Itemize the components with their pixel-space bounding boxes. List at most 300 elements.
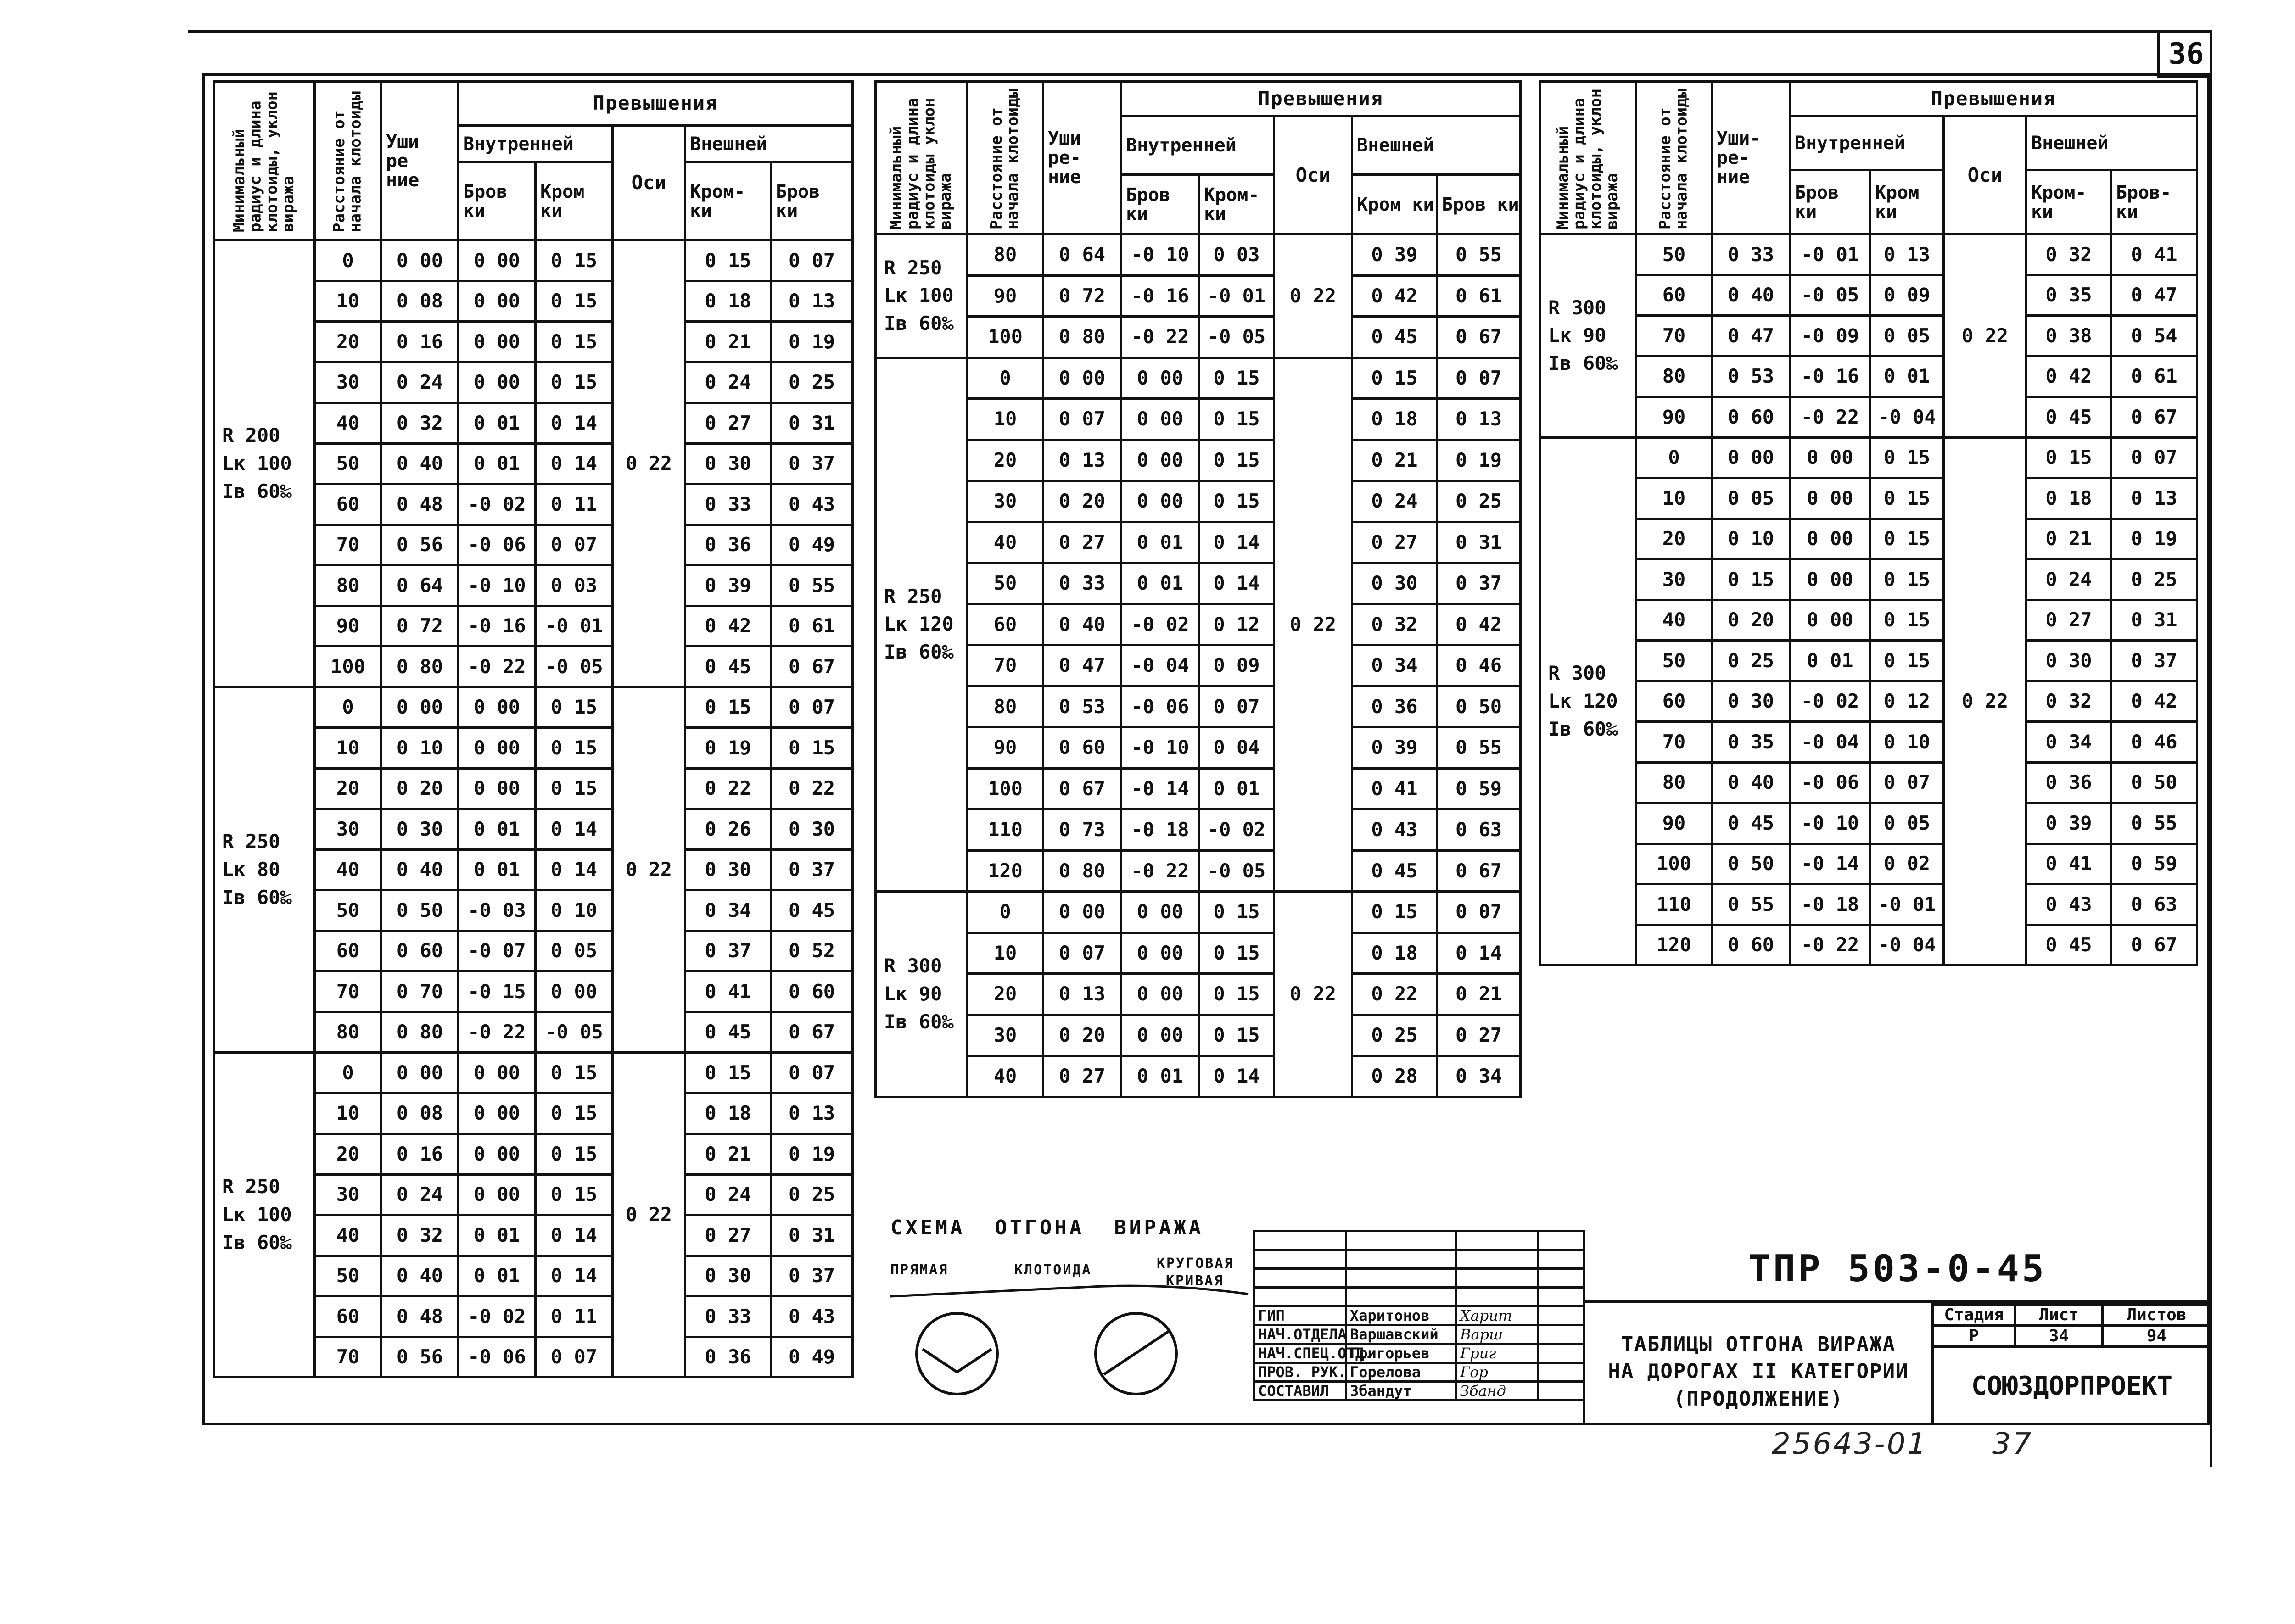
- widening-cell: 0 80: [381, 647, 459, 687]
- header-inner-edge: Бров ки: [459, 162, 536, 240]
- widening-cell: 0 60: [381, 931, 459, 971]
- inner-margin-cell: 0 01: [1199, 768, 1274, 809]
- outer-margin-cell: 0 43: [1352, 809, 1437, 851]
- widening-cell: 0 50: [1712, 843, 1790, 884]
- widening-cell: 0 72: [1043, 275, 1121, 317]
- widening-cell: 0 20: [1043, 1015, 1121, 1056]
- table-row: [876, 932, 1521, 974]
- header-axis: Оси: [613, 126, 685, 240]
- widening-cell: 0 27: [1043, 522, 1121, 563]
- inner-margin-cell: -0 01: [1199, 275, 1274, 317]
- inner-margin-cell: 0 00: [536, 971, 613, 1012]
- sheet-title-line-3: (ПРОДОЛЖЕНИЕ): [1673, 1387, 1844, 1411]
- parameters-cell: R 200 Lк 100 Iв 60‰: [214, 240, 315, 687]
- axis-cell: 0 22: [1274, 234, 1352, 358]
- sheets-label: Листов: [2103, 1305, 2211, 1326]
- outer-margin-cell: 0 15: [685, 687, 771, 728]
- inner-edge-cell: -0 16: [1790, 356, 1870, 397]
- inner-margin-cell: 0 15: [1870, 600, 1944, 641]
- inner-edge-cell: -0 14: [1121, 768, 1199, 809]
- inner-edge-cell: 0 01: [1121, 522, 1199, 563]
- distance-cell: 60: [1636, 681, 1712, 722]
- header-outer-edge: Бров ки: [1437, 175, 1521, 234]
- stamp-date: [1538, 1363, 1584, 1382]
- widening-cell: 0 40: [1712, 275, 1790, 316]
- outer-edge-cell: 0 07: [771, 240, 853, 281]
- parameters-cell: R 300 Lк 120 Iв 60‰: [1540, 437, 1636, 965]
- distance-cell: 60: [315, 484, 381, 525]
- inner-edge-cell: 0 00: [1121, 357, 1199, 399]
- outer-edge-cell: 0 37: [771, 1256, 853, 1296]
- widening-cell: 0 35: [1712, 722, 1790, 763]
- inner-margin-cell: 0 15: [1870, 559, 1944, 600]
- outer-edge-cell: 0 67: [771, 647, 853, 687]
- outer-edge-cell: 0 14: [1437, 932, 1521, 974]
- inner-margin-cell: 0 15: [536, 728, 613, 769]
- widening-cell: 0 15: [1712, 559, 1790, 600]
- handwritten-page: 37: [1992, 1427, 2033, 1461]
- outer-margin-cell: 0 43: [2026, 884, 2111, 925]
- widening-cell: 0 00: [381, 240, 459, 281]
- table-row: [1540, 925, 2197, 965]
- sheet-info: [1931, 1303, 2212, 1348]
- header-outer: Внешней: [2026, 117, 2197, 170]
- distance-cell: 20: [968, 440, 1043, 481]
- distance-cell: 80: [968, 686, 1043, 727]
- inner-margin-cell: 0 05: [1870, 316, 1944, 357]
- outer-margin-cell: 0 30: [2026, 641, 2111, 681]
- outer-margin-cell: 0 15: [1352, 892, 1437, 933]
- widening-cell: 0 30: [1712, 681, 1790, 722]
- outer-edge-cell: 0 13: [771, 1093, 853, 1134]
- table-row: [876, 481, 1521, 522]
- distance-cell: 100: [968, 768, 1043, 809]
- scheme-label-curve-2: КРИВАЯ: [1166, 1273, 1224, 1289]
- sheet-title: [1583, 1303, 1931, 1425]
- widening-cell: 0 60: [1712, 397, 1790, 438]
- distance-cell: 80: [315, 1012, 381, 1053]
- outer-edge-cell: 0 31: [771, 403, 853, 444]
- header-outer-margin: Кром ки: [1352, 175, 1437, 234]
- distance-cell: 30: [1636, 559, 1712, 600]
- distance-cell: 60: [968, 604, 1043, 645]
- stamp-signature: Варш: [1456, 1325, 1538, 1344]
- widening-cell: 0 40: [1712, 762, 1790, 803]
- outer-edge-cell: 0 49: [771, 525, 853, 565]
- widening-cell: 0 10: [381, 728, 459, 769]
- stamp-date: [1538, 1325, 1584, 1344]
- outer-edge-cell: 0 25: [1437, 481, 1521, 522]
- widening-cell: 0 80: [1043, 850, 1121, 892]
- outer-edge-cell: 0 50: [2111, 762, 2197, 803]
- inner-edge-cell: 0 00: [459, 281, 536, 322]
- inner-margin-cell: 0 15: [536, 240, 613, 281]
- outer-edge-cell: 0 31: [771, 1215, 853, 1256]
- header-radius: Минимальный радиус и длина клотоиды, уклон виража: [1540, 82, 1636, 234]
- inner-margin-cell: 0 05: [536, 931, 613, 971]
- widening-cell: 0 70: [381, 971, 459, 1012]
- inner-margin-cell: -0 05: [536, 1012, 613, 1053]
- outer-margin-cell: 0 45: [2026, 397, 2111, 438]
- outer-margin-cell: 0 42: [2026, 356, 2111, 397]
- outer-margin-cell: 0 15: [2026, 437, 2111, 478]
- stamp-role: НАЧ.ОТДЕЛА: [1254, 1325, 1346, 1344]
- inner-edge-cell: -0 06: [1121, 686, 1199, 727]
- distance-cell: 70: [315, 1337, 381, 1378]
- scheme-label-straight: ПРЯМАЯ: [890, 1262, 949, 1278]
- outer-margin-cell: 0 33: [685, 1296, 771, 1337]
- outer-edge-cell: 0 25: [771, 1174, 853, 1215]
- parameters-cell: R 250 Lк 100 Iв 60‰: [214, 1053, 315, 1378]
- table-row: [876, 645, 1521, 686]
- widening-cell: 0 00: [1712, 437, 1790, 478]
- outer-edge-cell: 0 34: [1437, 1056, 1521, 1097]
- inner-edge-cell: -0 03: [459, 890, 536, 931]
- inner-edge-cell: -0 04: [1121, 645, 1199, 686]
- stamp-row: [1254, 1306, 1584, 1325]
- outer-edge-cell: 0 07: [2111, 437, 2197, 478]
- outer-edge-cell: 0 67: [2111, 397, 2197, 438]
- outer-edge-cell: 0 42: [2111, 681, 2197, 722]
- table-row: [1540, 437, 2197, 478]
- widening-cell: 0 00: [381, 1053, 459, 1094]
- stamp-role: НАЧ.СПЕЦ.ОТД.: [1254, 1344, 1346, 1363]
- header-distance: Расстояние от начала клотоиды: [968, 82, 1043, 234]
- header-outer-margin: Кром- ки: [2026, 170, 2111, 234]
- widening-cell: 0 40: [1043, 604, 1121, 645]
- outer-margin-cell: 0 38: [2026, 316, 2111, 357]
- stamp-row: [1254, 1382, 1584, 1401]
- outer-edge-cell: 0 67: [2111, 925, 2197, 965]
- table-row: [1540, 356, 2197, 397]
- outer-margin-cell: 0 15: [685, 240, 771, 281]
- header-outer-edge: Бров- ки: [2111, 170, 2197, 234]
- outer-margin-cell: 0 30: [685, 1256, 771, 1296]
- inner-edge-cell: 0 00: [459, 322, 536, 363]
- outer-edge-cell: 0 19: [1437, 440, 1521, 481]
- outer-edge-cell: 0 13: [1437, 399, 1521, 440]
- widening-cell: 0 48: [381, 484, 459, 525]
- outer-edge-cell: 0 52: [771, 931, 853, 971]
- outer-edge-cell: 0 41: [2111, 234, 2197, 275]
- outer-edge-cell: 0 55: [1437, 234, 1521, 276]
- widening-cell: 0 60: [1043, 727, 1121, 769]
- outer-margin-cell: 0 30: [685, 443, 771, 484]
- outer-edge-cell: 0 50: [1437, 686, 1521, 727]
- header-inner: Внутренней: [1790, 117, 1944, 170]
- widening-cell: 0 73: [1043, 809, 1121, 851]
- widening-cell: 0 24: [381, 1174, 459, 1215]
- outer-edge-cell: 0 37: [771, 849, 853, 890]
- table-1-body: [214, 240, 853, 1378]
- outer-margin-cell: 0 24: [685, 1174, 771, 1215]
- outer-edge-cell: 0 19: [771, 322, 853, 363]
- outer-margin-cell: 0 27: [2026, 600, 2111, 641]
- inner-margin-cell: 0 11: [536, 484, 613, 525]
- header-distance: Расстояние от начала клотоиды: [1636, 82, 1712, 234]
- outer-edge-cell: 0 55: [1437, 727, 1521, 769]
- outer-edge-cell: 0 19: [771, 1134, 853, 1175]
- inner-edge-cell: -0 22: [459, 647, 536, 687]
- inner-edge-cell: 0 00: [459, 240, 536, 281]
- parameters-cell: R 250 Lк 100 Iв 60‰: [876, 234, 968, 358]
- header-widening: Уши- ре- ние: [1712, 82, 1790, 234]
- outer-margin-cell: 0 45: [1352, 850, 1437, 892]
- stamp-signature: Харит: [1456, 1306, 1538, 1325]
- distance-cell: 10: [968, 399, 1043, 440]
- inner-margin-cell: 0 15: [1870, 641, 1944, 681]
- outer-margin-cell: 0 34: [1352, 645, 1437, 686]
- stamp-name: Горелова: [1346, 1363, 1456, 1382]
- outer-edge-cell: 0 31: [2111, 600, 2197, 641]
- inner-margin-cell: 0 15: [1199, 481, 1274, 522]
- inner-edge-cell: 0 00: [1790, 478, 1870, 519]
- inner-edge-cell: -0 15: [459, 971, 536, 1012]
- inner-margin-cell: -0 04: [1870, 925, 1944, 965]
- outer-edge-cell: 0 54: [2111, 316, 2197, 357]
- inner-margin-cell: 0 15: [1199, 399, 1274, 440]
- distance-cell: 0: [968, 892, 1043, 933]
- inner-edge-cell: -0 22: [1790, 397, 1870, 438]
- distance-cell: 50: [968, 563, 1043, 604]
- table-row: [876, 892, 1521, 933]
- outer-margin-cell: 0 41: [2026, 843, 2111, 884]
- inner-margin-cell: 0 14: [1199, 522, 1274, 563]
- outer-edge-cell: 0 63: [1437, 809, 1521, 851]
- inner-edge-cell: -0 04: [1790, 722, 1870, 763]
- inner-margin-cell: 0 15: [536, 687, 613, 728]
- table-row: [1540, 519, 2197, 559]
- inner-margin-cell: 0 15: [536, 768, 613, 809]
- stamp-signature: Гор: [1456, 1363, 1538, 1382]
- distance-cell: 20: [315, 768, 381, 809]
- inner-edge-cell: -0 06: [459, 1337, 536, 1378]
- inner-edge-cell: -0 18: [1790, 884, 1870, 925]
- table-row: [1540, 275, 2197, 316]
- inner-margin-cell: 0 11: [536, 1296, 613, 1337]
- outer-edge-cell: 0 55: [771, 565, 853, 606]
- outer-margin-cell: 0 45: [685, 647, 771, 687]
- widening-cell: 0 24: [381, 362, 459, 403]
- header-exceedances: Превышения: [1121, 82, 1521, 117]
- widening-cell: 0 64: [1043, 234, 1121, 276]
- widening-cell: 0 25: [1712, 641, 1790, 681]
- distance-cell: 10: [315, 281, 381, 322]
- widening-cell: 0 13: [1043, 974, 1121, 1015]
- scheme-title: СХЕМА ОТГОНА ВИРАЖА: [890, 1216, 1204, 1239]
- sheet-label: Лист: [2015, 1305, 2103, 1326]
- inner-margin-cell: 0 12: [1870, 681, 1944, 722]
- inner-edge-cell: 0 00: [459, 362, 536, 403]
- distance-cell: 0: [315, 687, 381, 728]
- outer-edge-cell: 0 37: [771, 443, 853, 484]
- inner-edge-cell: 0 00: [459, 687, 536, 728]
- inner-edge-cell: 0 00: [1121, 481, 1199, 522]
- inner-margin-cell: 0 09: [1870, 275, 1944, 316]
- table-row: [876, 1056, 1521, 1097]
- distance-cell: 0: [315, 1053, 381, 1094]
- inner-edge-cell: 0 00: [1790, 437, 1870, 478]
- inner-edge-cell: -0 10: [1790, 803, 1870, 844]
- distance-cell: 10: [315, 728, 381, 769]
- outer-margin-cell: 0 41: [685, 971, 771, 1012]
- inner-edge-cell: -0 22: [1121, 317, 1199, 358]
- table-row: [876, 317, 1521, 358]
- table-row: [214, 240, 853, 281]
- outer-margin-cell: 0 27: [685, 1215, 771, 1256]
- widening-cell: 0 80: [381, 1012, 459, 1053]
- table-row: [1540, 641, 2197, 681]
- outer-edge-cell: 0 27: [1437, 1015, 1521, 1056]
- superelevation-table-2: [874, 80, 1522, 1098]
- table-row: [876, 768, 1521, 809]
- outer-edge-cell: 0 25: [771, 362, 853, 403]
- table-row: [1540, 681, 2197, 722]
- outer-margin-cell: 0 45: [2026, 925, 2111, 965]
- outer-edge-cell: 0 25: [2111, 559, 2197, 600]
- inner-margin-cell: -0 05: [1199, 850, 1274, 892]
- widening-cell: 0 16: [381, 322, 459, 363]
- table-row: [1540, 722, 2197, 763]
- outer-margin-cell: 0 21: [685, 322, 771, 363]
- distance-cell: 30: [315, 362, 381, 403]
- widening-cell: 0 64: [381, 565, 459, 606]
- stamp-name: Варшавский: [1346, 1325, 1456, 1344]
- header-axis: Оси: [1944, 117, 2026, 234]
- inner-edge-cell: -0 02: [459, 484, 536, 525]
- inner-edge-cell: -0 22: [1790, 925, 1870, 965]
- inner-margin-cell: 0 15: [1870, 519, 1944, 559]
- top-border-line: [188, 30, 2212, 33]
- outer-edge-cell: 0 45: [771, 890, 853, 931]
- inner-margin-cell: 0 15: [536, 1134, 613, 1175]
- widening-cell: 0 47: [1712, 316, 1790, 357]
- widening-cell: 0 50: [381, 890, 459, 931]
- outer-edge-cell: 0 37: [1437, 563, 1521, 604]
- outer-margin-cell: 0 15: [685, 1053, 771, 1094]
- axis-cell: 0 22: [613, 687, 685, 1053]
- distance-cell: 30: [968, 1015, 1043, 1056]
- inner-margin-cell: 0 15: [1199, 440, 1274, 481]
- table-row: [1540, 884, 2197, 925]
- distance-cell: 30: [315, 1174, 381, 1215]
- outer-margin-cell: 0 37: [685, 931, 771, 971]
- header-outer: Внешней: [685, 126, 853, 162]
- axis-cell: 0 22: [1274, 892, 1352, 1097]
- distance-cell: 50: [315, 890, 381, 931]
- outer-margin-cell: 0 42: [685, 606, 771, 647]
- header-inner-edge: Бров ки: [1121, 175, 1199, 234]
- inner-edge-cell: -0 02: [1121, 604, 1199, 645]
- distance-cell: 120: [1636, 925, 1712, 965]
- outer-edge-cell: 0 13: [2111, 478, 2197, 519]
- widening-cell: 0 56: [381, 525, 459, 565]
- table-3-body: [1540, 234, 2197, 965]
- widening-cell: 0 33: [1712, 234, 1790, 275]
- inner-edge-cell: 0 00: [1790, 559, 1870, 600]
- inner-margin-cell: 0 07: [1199, 686, 1274, 727]
- outer-edge-cell: 0 43: [771, 1296, 853, 1337]
- outer-margin-cell: 0 19: [685, 728, 771, 769]
- parameters-cell: R 300 Lк 90 Iв 60‰: [876, 892, 968, 1097]
- inner-margin-cell: 0 14: [1199, 1056, 1274, 1097]
- outer-margin-cell: 0 36: [1352, 686, 1437, 727]
- distance-cell: 90: [968, 727, 1043, 769]
- inner-edge-cell: 0 01: [459, 1215, 536, 1256]
- inner-margin-cell: 0 14: [536, 1215, 613, 1256]
- widening-cell: 0 00: [1043, 357, 1121, 399]
- distance-cell: 40: [315, 849, 381, 890]
- outer-margin-cell: 0 30: [685, 849, 771, 890]
- distance-cell: 40: [1636, 600, 1712, 641]
- inner-edge-cell: 0 01: [459, 1256, 536, 1296]
- superelevation-table-3: [1539, 80, 2198, 966]
- inner-edge-cell: 0 00: [1121, 974, 1199, 1015]
- table-row: [214, 687, 853, 728]
- inner-edge-cell: -0 01: [1790, 234, 1870, 275]
- widening-cell: 0 07: [1043, 399, 1121, 440]
- outer-margin-cell: 0 18: [1352, 399, 1437, 440]
- header-widening: Уши ре- ние: [1043, 82, 1121, 234]
- widening-cell: 0 27: [1043, 1056, 1121, 1097]
- inner-edge-cell: 0 01: [459, 443, 536, 484]
- outer-edge-cell: 0 46: [2111, 722, 2197, 763]
- axis-cell: 0 22: [613, 240, 685, 687]
- inner-edge-cell: 0 01: [459, 403, 536, 444]
- stamp-date: [1538, 1382, 1584, 1401]
- widening-cell: 0 10: [1712, 519, 1790, 559]
- widening-cell: 0 16: [381, 1134, 459, 1175]
- stamp-row: [1254, 1363, 1584, 1382]
- table-row: [1540, 803, 2197, 844]
- outer-margin-cell: 0 30: [1352, 563, 1437, 604]
- outer-margin-cell: 0 22: [685, 768, 771, 809]
- inner-margin-cell: 0 15: [536, 362, 613, 403]
- stamp-name: Харитонов: [1346, 1306, 1456, 1325]
- inner-edge-cell: 0 00: [459, 728, 536, 769]
- distance-cell: 50: [1636, 641, 1712, 681]
- distance-cell: 40: [968, 522, 1043, 563]
- inner-edge-cell: 0 00: [1121, 399, 1199, 440]
- outer-margin-cell: 0 21: [685, 1134, 771, 1175]
- approval-stamp: [1253, 1230, 1585, 1401]
- stamp-row: [1254, 1344, 1584, 1363]
- inner-margin-cell: 0 10: [536, 890, 613, 931]
- outer-margin-cell: 0 18: [685, 1093, 771, 1134]
- inner-edge-cell: -0 10: [1121, 727, 1199, 769]
- table-row: [876, 440, 1521, 481]
- inner-margin-cell: 0 12: [1199, 604, 1274, 645]
- inner-edge-cell: -0 16: [459, 606, 536, 647]
- outer-margin-cell: 0 41: [1352, 768, 1437, 809]
- outer-edge-cell: 0 47: [2111, 275, 2197, 316]
- handwritten-number: 25643-01: [1772, 1427, 1928, 1461]
- distance-cell: 120: [968, 850, 1043, 892]
- road-profile-line: [890, 1286, 1248, 1296]
- inner-margin-cell: 0 14: [1199, 563, 1274, 604]
- outer-margin-cell: 0 36: [685, 525, 771, 565]
- axis-cell: 0 22: [1944, 234, 2026, 438]
- inner-margin-cell: 0 15: [1199, 357, 1274, 399]
- outer-edge-cell: 0 21: [1437, 974, 1521, 1015]
- axis-cell: 0 22: [1274, 357, 1352, 892]
- header-inner: Внутренней: [1121, 117, 1274, 175]
- outer-edge-cell: 0 63: [2111, 884, 2197, 925]
- organization-name: СОЮЗДОРПРОЕКТ: [1931, 1347, 2210, 1425]
- distance-cell: 70: [1636, 316, 1712, 357]
- inner-edge-cell: -0 02: [459, 1296, 536, 1337]
- outer-edge-cell: 0 61: [1437, 275, 1521, 317]
